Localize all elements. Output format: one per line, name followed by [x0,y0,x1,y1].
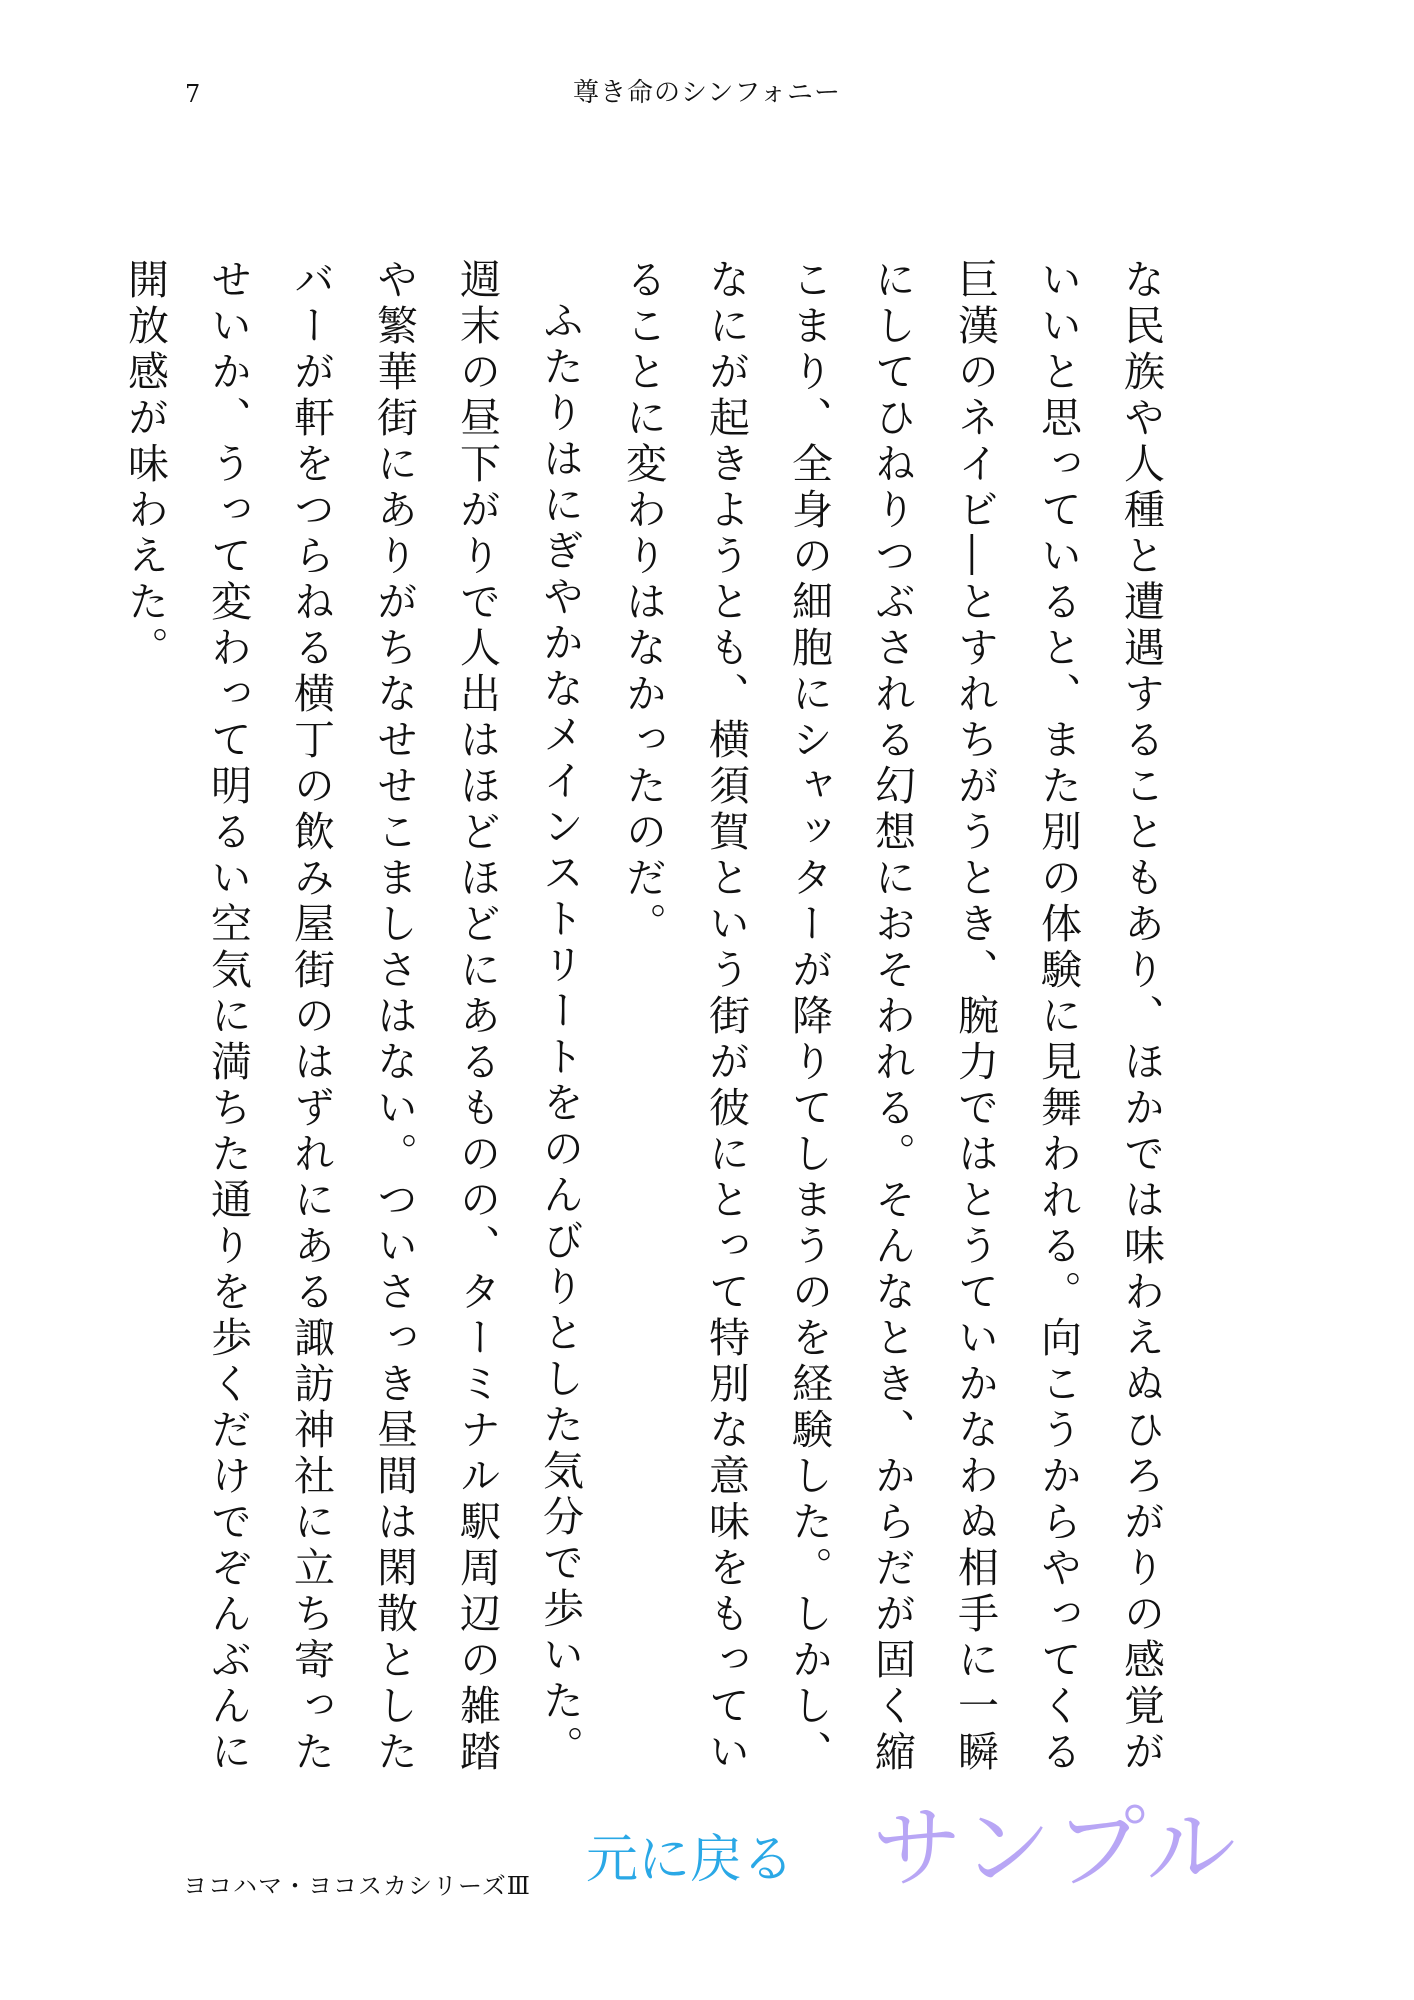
body-text [103,258,1182,1778]
paragraph-1: な民族や人種と遭遇することもあり、ほかでは味わえぬひろがりの感覚がいいと思っていると、また別の体験に見舞われる。向こうからやってくる巨漢のネイビ―とすれちがうとき、腕力ではとうていかなわぬ相手に一瞬にしてひねりつぶされる幻想におそわれる。そんなとき、からだが固く縮こまり、全身の細胞にシャッターが降りてしまうのを経験した。しかし、なにが起きようとも、横須賀という街が彼にとって特別な意味をもっていることに変わりはなかったのだ。 [619,258,1165,1776]
running-title: 尊き命のシンフォニー [572,78,842,108]
page-number: 7 [185,80,201,108]
sample-watermark: サンプル [872,1796,1240,1901]
series-title: ヨコハマ・ヨコスカシリーズⅢ [183,1872,531,1900]
paragraph-2: ふたりはにぎやかなメインストリートをのんびりとした気分で歩いた。週末の昼下がりで人出はほどほどにあるものの、ターミナル駅周辺の雑踏や繁華街にありがちなせせこましさはない。ついさっき昼間は閑散としたバーが軒をつらねる横丁の飲み屋街のはずれにある諏訪神社に立ち寄ったせいか、うって変わって明るい空気に満ちた通りを歩くだけでぞんぶんに開放感が味わえた。 [121,258,584,1776]
back-link[interactable]: 元に戻る [586,1830,795,1890]
